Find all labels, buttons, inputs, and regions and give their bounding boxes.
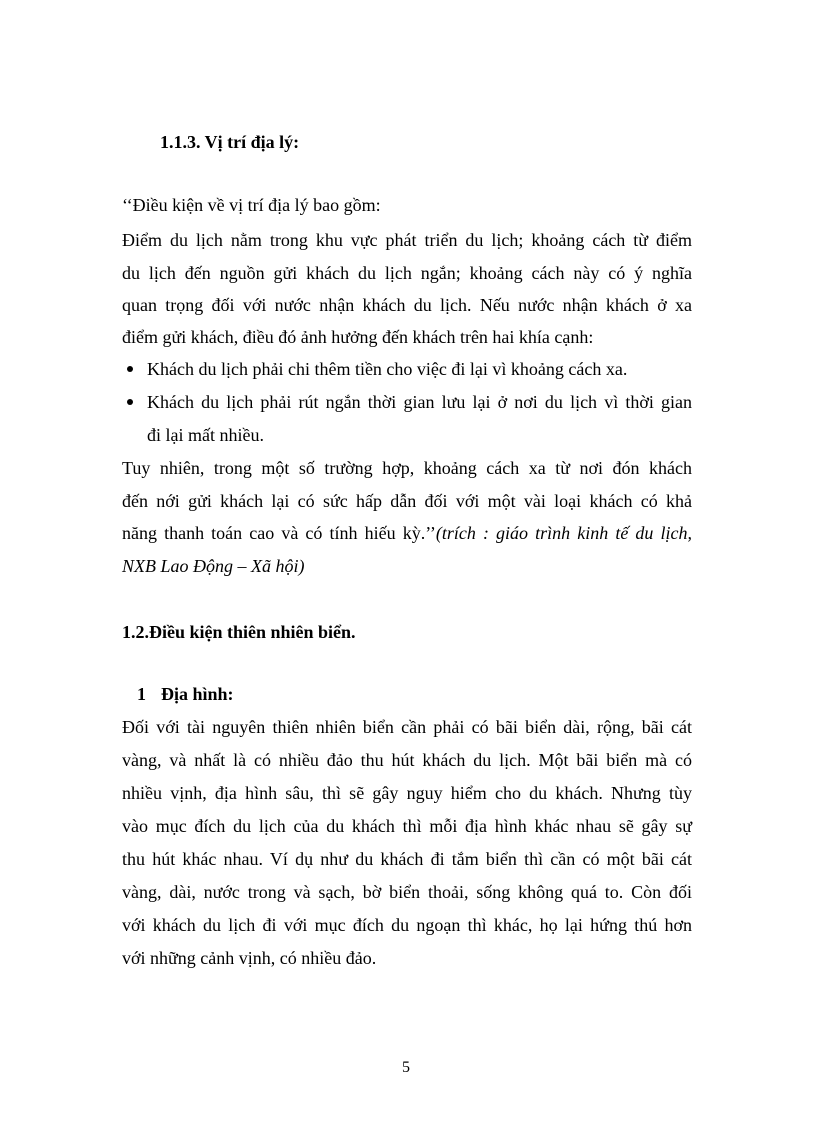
body-line: với khách du lịch đi với mục đích du ngoạn thì khác, họ lại hứng thú hơn	[122, 915, 692, 935]
quote-closing-line	[122, 522, 692, 544]
quote-intro: ‘‘Điều kiện về vị trí địa lý bao gồm:	[122, 195, 381, 215]
citation: (trích : giáo trình kinh tế du lịch,	[435, 523, 693, 543]
body-line: thu hút khác nhau. Ví dụ như du khách đi tắm biển thì cần có một bãi cát	[122, 849, 692, 869]
body-line: với những cảnh vịnh, có nhiều đảo.	[122, 948, 377, 968]
body-line: vào mục đích du lịch của du khách thì mỗi địa hình khác nhau sẽ gây sự	[122, 816, 692, 836]
page-number: 5	[402, 1059, 410, 1076]
bullet-icon	[127, 366, 133, 372]
bullet-item-text: Khách du lịch phải rút ngắn thời gian lưu lại ở nơi du lịch vì thời gian	[147, 392, 692, 412]
bullet-icon	[127, 399, 133, 405]
quote-closing-line: đến nới gửi khách lại có sức hấp dẫn đối với một vài loại khách có khả	[122, 491, 692, 511]
section-heading-1-1-3: 1.1.3. Vị trí địa lý:	[160, 132, 300, 152]
section-heading-1-2: 1.2.Điều kiện thiên nhiên biển.	[122, 622, 356, 642]
subsection-number: 1	[137, 684, 146, 704]
quote-paragraph-line: du lịch đến nguồn gửi khách du lịch ngắn; khoảng cách này có ý nghĩa	[122, 263, 692, 283]
quote-paragraph-line: quan trọng đối với nước nhận khách du lịch. Nếu nước nhận khách ở xa	[122, 295, 692, 315]
quote-closing-line: Tuy nhiên, trong một số trường hợp, khoảng cách xa từ nơi đón khách	[122, 458, 692, 478]
bullet-item-text: Khách du lịch phải chi thêm tiền cho việc đi lại vì khoảng cách xa.	[147, 359, 628, 379]
body-line: vàng, dài, nước trong và sạch, bờ biển thoải, sống không quá to. Còn đối	[122, 882, 692, 902]
bullet-item-text: đi lại mất nhiều.	[147, 425, 264, 445]
citation-continued: NXB Lao Động – Xã hội)	[122, 556, 305, 576]
quote-paragraph-line: Điểm du lịch nằm trong khu vực phát triển du lịch; khoảng cách từ điểm	[122, 230, 692, 250]
subsection-title: Địa hình:	[161, 684, 234, 704]
body-line: Đối với tài nguyên thiên nhiên biển cần phải có bãi biển dài, rộng, bãi cát	[122, 717, 692, 737]
body-line: nhiều vịnh, địa hình sâu, thì sẽ gây nguy hiểm cho du khách. Nhưng tùy	[122, 783, 692, 803]
quote-closing-text: năng thanh toán cao và có tính hiếu kỳ.’’	[122, 523, 436, 543]
quote-paragraph-line: điểm gửi khách, điều đó ảnh hưởng đến khách trên hai khía cạnh:	[122, 327, 594, 347]
body-line: vàng, và nhất là có nhiều đảo thu hút khách du lịch. Một bãi biển mà có	[122, 750, 692, 770]
